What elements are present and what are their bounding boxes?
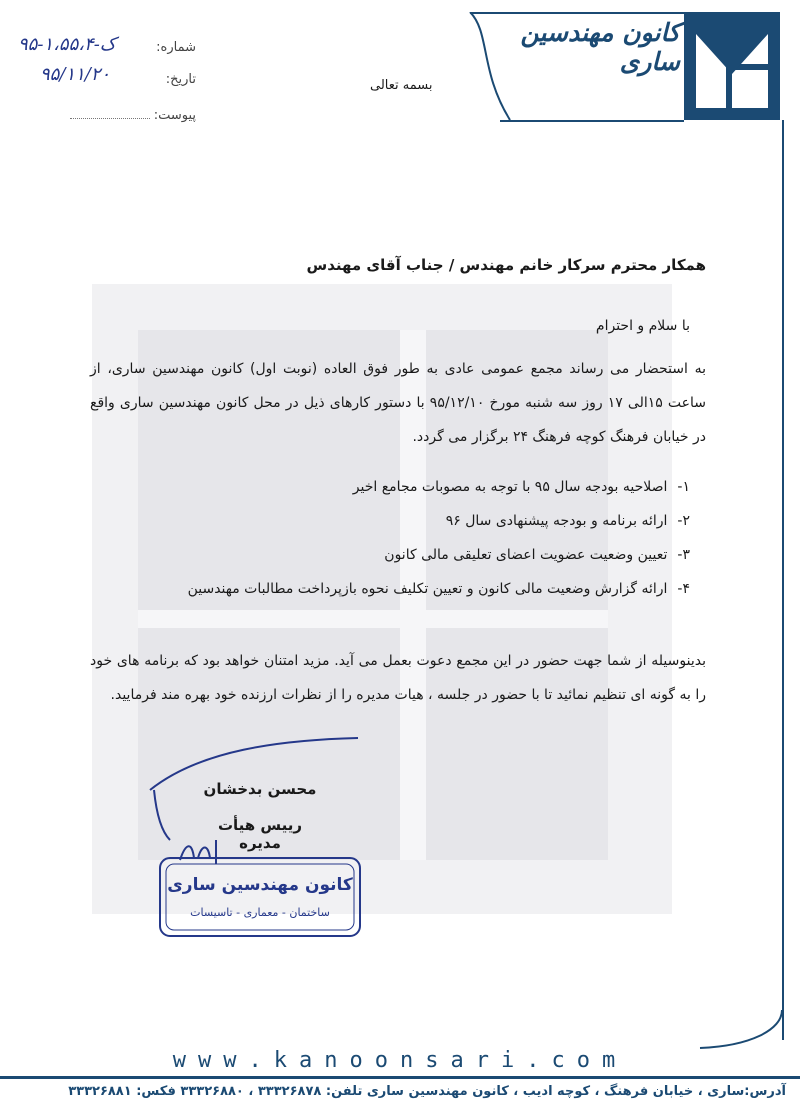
page-border-right: [782, 120, 784, 1040]
signer-title: رییس هیأت مدیره: [217, 816, 303, 852]
basmala: بسمه تعالی: [370, 78, 433, 93]
organization-stamp: [156, 852, 366, 944]
watermark-gap: [138, 610, 608, 628]
agenda-item: ۲- ارائه برنامه و بودجه پیشنهادی سال ۹۶: [445, 513, 690, 529]
paragraph-intro: به استحضار می رساند مجمع عمومی عادی به طور فوق العاده (نوبت اول) کانون مهندسین ساری، از ساعت ۱۵الی ۱۷ روز سه شنبه مورخ ۹۵/۱۲/۱۰ با دستور کارهای ذیل در محل کانون مهندسین ساری واقع در خیابان فرهنگ کوچه فرهنگ ۲۴ برگزار می گردد.: [90, 361, 707, 445]
date-value: ۹۵/۱۱/۲۰: [40, 64, 111, 85]
agenda-item: ۱- اصلاحیه بودجه سال ۹۵ با توجه به مصوبات مجامع اخیر: [352, 479, 690, 495]
date-field: [166, 72, 196, 87]
number-label: شماره:: [156, 40, 196, 55]
date-label: تاریخ:: [165, 72, 196, 87]
salutation: همکار محترم سرکار خانم مهندس / جناب آقای مهندس: [306, 256, 706, 274]
agenda-item: ۳- تعیین وضعیت عضویت اعضای تعلیقی مالی کانون: [384, 547, 690, 563]
svg-text:ساختمان - معماری - تاسیسات: ساختمان - معماری - تاسیسات: [190, 906, 330, 919]
footer-curve: [680, 1010, 784, 1050]
brand-name: کانون مهندسین ساری: [520, 18, 680, 76]
agenda-list: [90, 470, 690, 606]
number-value: ۹۵-۱،۵۵،۴-ک: [18, 34, 116, 55]
attachment-field: [70, 106, 196, 123]
greeting: با سلام و احترام: [595, 318, 690, 334]
number-field: [156, 40, 196, 55]
header-border-bottom: [500, 120, 684, 122]
footer-divider: [0, 1076, 800, 1079]
footer-address: آدرس:ساری ، خیابان فرهنگ ، کوچه ادیب ، کانون مهندسین ساری تلفن: ۳۳۳۲۶۸۷۸ ، ۳۳۳۲۶۸۸۰ فکس: ۳۳۳۲۶۸۸۱: [68, 1084, 786, 1099]
logo: [684, 12, 780, 120]
attachment-label: پیوست:: [153, 108, 196, 123]
agenda-item: ۴- ارائه گزارش وضعیت مالی کانون و تعیین تکلیف نحوه بازپرداخت مطالبات مهندسین: [187, 581, 690, 597]
attachment-dotted-line: [70, 106, 150, 119]
footer-website: www.kanoonsari.com: [172, 1048, 628, 1073]
signer-name: محسن بدخشان: [203, 780, 317, 798]
paragraph-closing: بدینوسیله از شما جهت حضور در این مجمع دعوت بعمل می آید. مزید امتنان خواهد بود که برنامه های خود را به گونه ای تنظیم نمائید تا با حضور در جلسه ، هیات مدیره را از نظرات ارزنده خود بهره مند فرمایید.: [90, 653, 706, 703]
svg-text:کانون مهندسین ساری: کانون مهندسین ساری: [167, 875, 353, 895]
